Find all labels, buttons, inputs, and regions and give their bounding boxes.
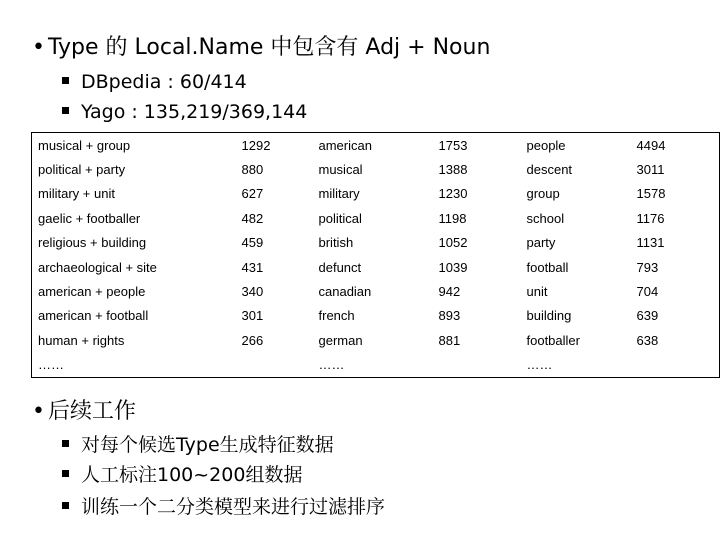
table-cell: ……: [38, 357, 64, 373]
table-cell: 639: [636, 308, 659, 324]
table-cell: 893: [438, 308, 461, 324]
table-cell: footballer: [526, 332, 580, 348]
table-cell: german: [318, 332, 363, 348]
table-row: [32, 353, 720, 378]
table-cell: 1198: [438, 210, 467, 226]
table-cell: musical: [318, 162, 363, 178]
table-cell: 1578: [636, 186, 666, 202]
table-cell: french: [318, 308, 355, 324]
sub-bullet-text: 人工标注100~200组数据: [81, 464, 303, 486]
sub-bullet-yago: [62, 100, 307, 124]
square-bullet-icon: [62, 440, 69, 447]
table-row: [32, 328, 720, 352]
table-cell: british: [318, 235, 354, 251]
table-cell: military: [318, 186, 360, 202]
table-cell: 638: [636, 332, 659, 348]
table-cell: military + unit: [38, 186, 115, 202]
table-cell: gaelic + footballer: [38, 210, 141, 226]
table-cell: 880: [241, 162, 264, 178]
bullet-followup-work: [32, 398, 136, 426]
square-bullet-icon: [62, 107, 69, 114]
table-cell: building: [526, 308, 572, 324]
table-cell: unit: [526, 284, 548, 300]
bullet-type-localname: [32, 34, 490, 62]
table-row: [32, 231, 720, 255]
table-row: [32, 304, 720, 328]
table-cell: american + people: [38, 284, 146, 300]
bullet-text: Type 的 Local.Name 中包含有 Adj + Noun: [48, 35, 491, 60]
table-cell: 482: [241, 210, 264, 226]
table-cell: religious + building: [38, 235, 147, 251]
table-row: [32, 157, 720, 181]
table-cell: 1230: [438, 186, 468, 202]
table-row: [32, 206, 720, 230]
table-cell: american + football: [38, 308, 149, 324]
sub-bullet-feature-data: [62, 433, 334, 457]
table-cell: 704: [636, 284, 659, 300]
table-cell: party: [526, 235, 556, 251]
table-cell: 266: [241, 332, 264, 348]
table-cell: human + rights: [38, 332, 125, 348]
table-cell: defunct: [318, 259, 362, 275]
table-cell: 793: [636, 259, 659, 275]
table-cell: 881: [438, 332, 461, 348]
bullet-dot: •: [32, 35, 45, 60]
sub-bullet-text: DBpedia : 60/414: [81, 71, 247, 93]
table-cell: 1176: [636, 210, 665, 226]
square-bullet-icon: [62, 470, 69, 477]
table-cell: ……: [318, 357, 345, 373]
sub-bullet-text: Yago : 135,219/369,144: [81, 101, 308, 123]
table-cell: 1292: [241, 137, 271, 153]
table-cell: 4494: [636, 137, 666, 153]
table-row: [32, 182, 720, 206]
table-cell: 1052: [438, 235, 468, 251]
table-cell: 1753: [438, 137, 468, 153]
square-bullet-icon: [62, 502, 69, 509]
bullet-dot: •: [32, 399, 45, 424]
table-row: [32, 133, 720, 158]
table-cell: descent: [526, 162, 573, 178]
table-cell: 1131: [636, 235, 665, 251]
adj-noun-frequency-table: [31, 132, 720, 378]
table-cell: people: [526, 137, 566, 153]
table-cell: 1388: [438, 162, 468, 178]
table-row: [32, 255, 720, 279]
table-cell: 340: [241, 284, 264, 300]
table-body: [32, 133, 720, 378]
sub-bullet-manual-labeling: [62, 463, 302, 487]
table-cell: canadian: [318, 284, 372, 300]
table-cell: 459: [241, 235, 264, 251]
table-cell: political: [318, 210, 362, 226]
table-cell: [236, 353, 313, 378]
square-bullet-icon: [62, 77, 69, 84]
table-cell: 301: [241, 308, 264, 324]
table-cell: archaeological + site: [38, 259, 157, 275]
table-cell: political + party: [38, 162, 126, 178]
sub-bullet-text: 对每个候选Type生成特征数据: [81, 434, 334, 456]
sub-bullet-binary-classifier: [62, 495, 385, 519]
table-cell: [631, 353, 720, 378]
table-cell: 431: [241, 259, 264, 275]
table-cell: football: [526, 259, 569, 275]
table-cell: 3011: [636, 162, 665, 178]
table-cell: group: [526, 186, 560, 202]
sub-bullet-dbpedia: [62, 70, 247, 94]
table-cell: school: [526, 210, 565, 226]
table-cell: musical + group: [38, 137, 131, 153]
bullet-text: 后续工作: [48, 399, 137, 424]
sub-bullet-text: 训练一个二分类模型来进行过滤排序: [81, 496, 386, 518]
table-cell: [433, 353, 521, 378]
table-row: [32, 279, 720, 303]
table-cell: 942: [438, 284, 461, 300]
table-cell: 627: [241, 186, 264, 202]
table-cell: ……: [526, 357, 553, 373]
table-cell: 1039: [438, 259, 468, 275]
table-cell: american: [318, 137, 372, 153]
